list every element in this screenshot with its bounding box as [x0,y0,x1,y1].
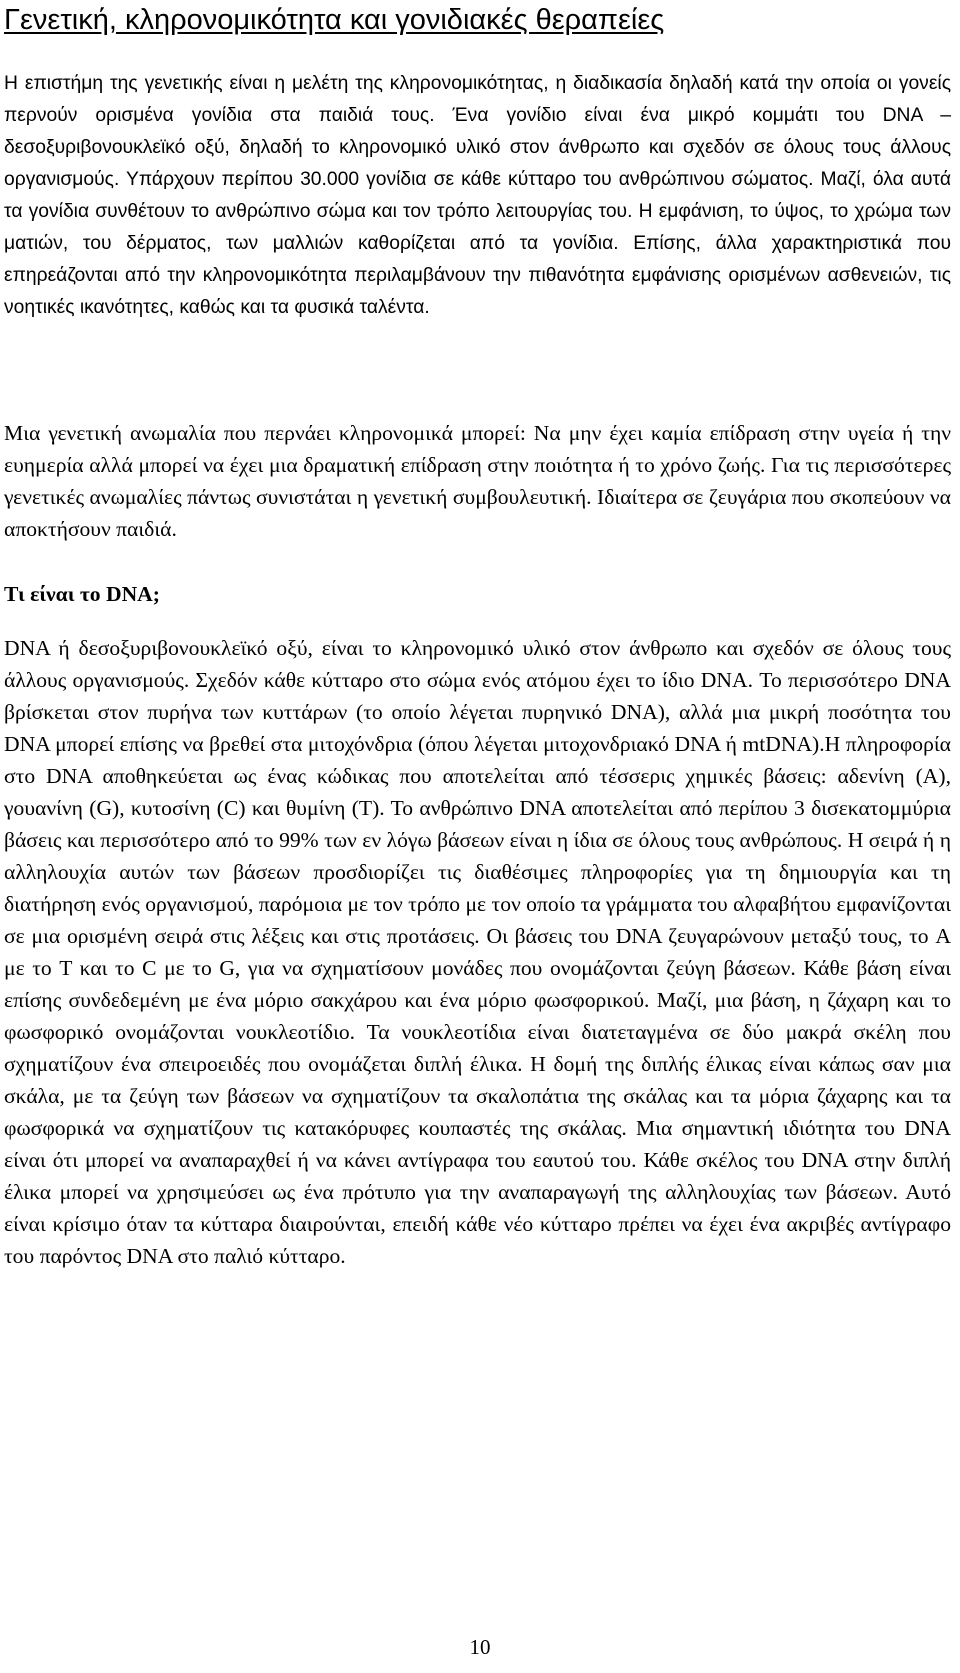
anomaly-paragraph: Μια γενετική ανωμαλία που περνάει κληρονομικά μπορεί: Να μην έχει καμία επίδραση στην υγεία ή την ευημερία αλλά μπορεί να έχει μια δραματική επίδραση στην ποιότητα ή το χρόνο ζωής. Για τις περισσότερες γενετικές ανωμαλίες πάντως συνιστάται η γενετική συμβουλευτική. Ιδιαίτερα σε ζευγάρια που σκοπεύουν να αποκτήσουν παιδιά. [4,421,951,541]
dna-section-heading: Τι είναι το DNA; [4,582,160,606]
document-title: Γενετική, κληρονομικότητα και γονιδιακές θεραπείες [4,4,665,36]
dna-paragraph: DNA ή δεσοξυριβονουκλεϊκό οξύ, είναι το κληρονομικό υλικό στον άνθρωπο και σχεδόν σε όλους τους άλλους οργανισμούς. Σχεδόν κάθε κύτταρο στο σώμα ενός ατόμου έχει το ίδιο DNA. Το περισσότερο DNA βρίσκεται στον πυρήνα των κυττάρων (το οποίο λέγεται πυρηνικό DNA), αλλά μια μικρή ποσότητα του DNA μπορεί επίσης να βρεθεί στα μιτοχόνδρια (όπου λέγεται μιτοχονδριακό DNA ή mtDNA).Η πληροφορία στο DNA αποθηκεύεται ως ένας κώδικας που αποτελείται από τέσσερις χημικές βάσεις: αδενίνη (A), γουανίνη (G), κυτοσίνη (C) και θυμίνη (T). Το ανθρώπινο DNA αποτελείται από περίπου 3 δισεκατομμύρια βάσεις και περισσότερο από το 99% των εν λόγω βάσεων είναι η ίδια σε όλους τους ανθρώπους. Η σειρά ή η αλληλουχία αυτών των βάσεων προσδιορίζει τις διαθέσιμες πληροφορίες για τη δημιουργία και τη διατήρηση ενός οργανισμού, παρόμοια με τον τρόπο με τον οποίο τα γράμματα του αλφαβήτου εμφανίζονται σε μια ορισμένη σειρά στις λέξεις και στις προτάσεις. Οι βάσεις του DNA ζευγαρώνουν μεταξύ τους, το A με το T και το C με το G, για να σχηματίσουν μονάδες που ονομάζονται ζεύγη βάσεων. Κάθε βάση είναι επίσης συνδεδεμένη με ένα μόριο σακχάρου και ένα μόριο φωσφορικού. Μαζί, μια βάση, η ζάχαρη και το φωσφορικό ονομάζονται νουκλεοτίδιο. Τα νουκλεοτίδια είναι διατεταγμένα σε δύο μακρά σκέλη που σχηματίζουν ένα σπειροειδές που ονομάζεται διπλή έλικα. Η δομή της διπλής έλικας είναι κάπως σαν μια σκάλα, με τα ζεύγη των βάσεων να σχηματίζουν τα σκαλοπάτια της σκάλας και τα μόρια ζάχαρης και τα φωσφορικά να σχηματίζουν τις κατακόρυφες κουπαστές της σκάλας. Μια σημαντική ιδιότητα του DNA είναι ότι μπορεί να αναπαραχθεί ή να κάνει αντίγραφα του εαυτού του. Κάθε σκέλος του DNA στην διπλή έλικα μπορεί να χρησιμεύσει ως ένα πρότυπο για την αναπαραγωγή της αλληλουχίας των βάσεων. Αυτό είναι κρίσιμο όταν τα κύτταρα διαιρούνται, επειδή κάθε νέο κύτταρο πρέπει να έχει ένα ακριβές αντίγραφο του παρόντος DNA στο παλιό κύτταρο. [4,636,951,1268]
page-number: 10 [469,1635,491,1659]
intro-paragraph: Η επιστήμη της γενετικής είναι η μελέτη της κληρονομικότητας, η διαδικασία δηλαδή κατά την οποία οι γονείς περνούν ορισμένα γονίδια στα παιδιά τους. Ένα γονίδιο είναι ένα μικρό κομμάτι του DNA – δεσοξυριβονουκλεϊκό οξύ, δηλαδή το κληρονομικό υλικό στον άνθρωπο και σχεδόν σε όλους τους άλλους οργανισμούς. Υπάρχουν περίπου 30.000 γονίδια σε κάθε κύτταρο του ανθρώπινου σώματος. Μαζί, όλα αυτά τα γονίδια συνθέτουν το ανθρώπινο σώμα και τον τρόπο λειτουργίας του. Η εμφάνιση, το ύψος, το χρώμα των ματιών, του δέρματος, των μαλλιών καθορίζεται από τα γονίδια. Επίσης, άλλα χαρακτηριστικά που επηρεάζονται από την κληρονομικότητα περιλαμβάνουν την πιθανότητα εμφάνισης ορισμένων ασθενειών, τις νοητικές ικανότητες, καθώς και τα φυσικά ταλέντα. [4,73,951,318]
